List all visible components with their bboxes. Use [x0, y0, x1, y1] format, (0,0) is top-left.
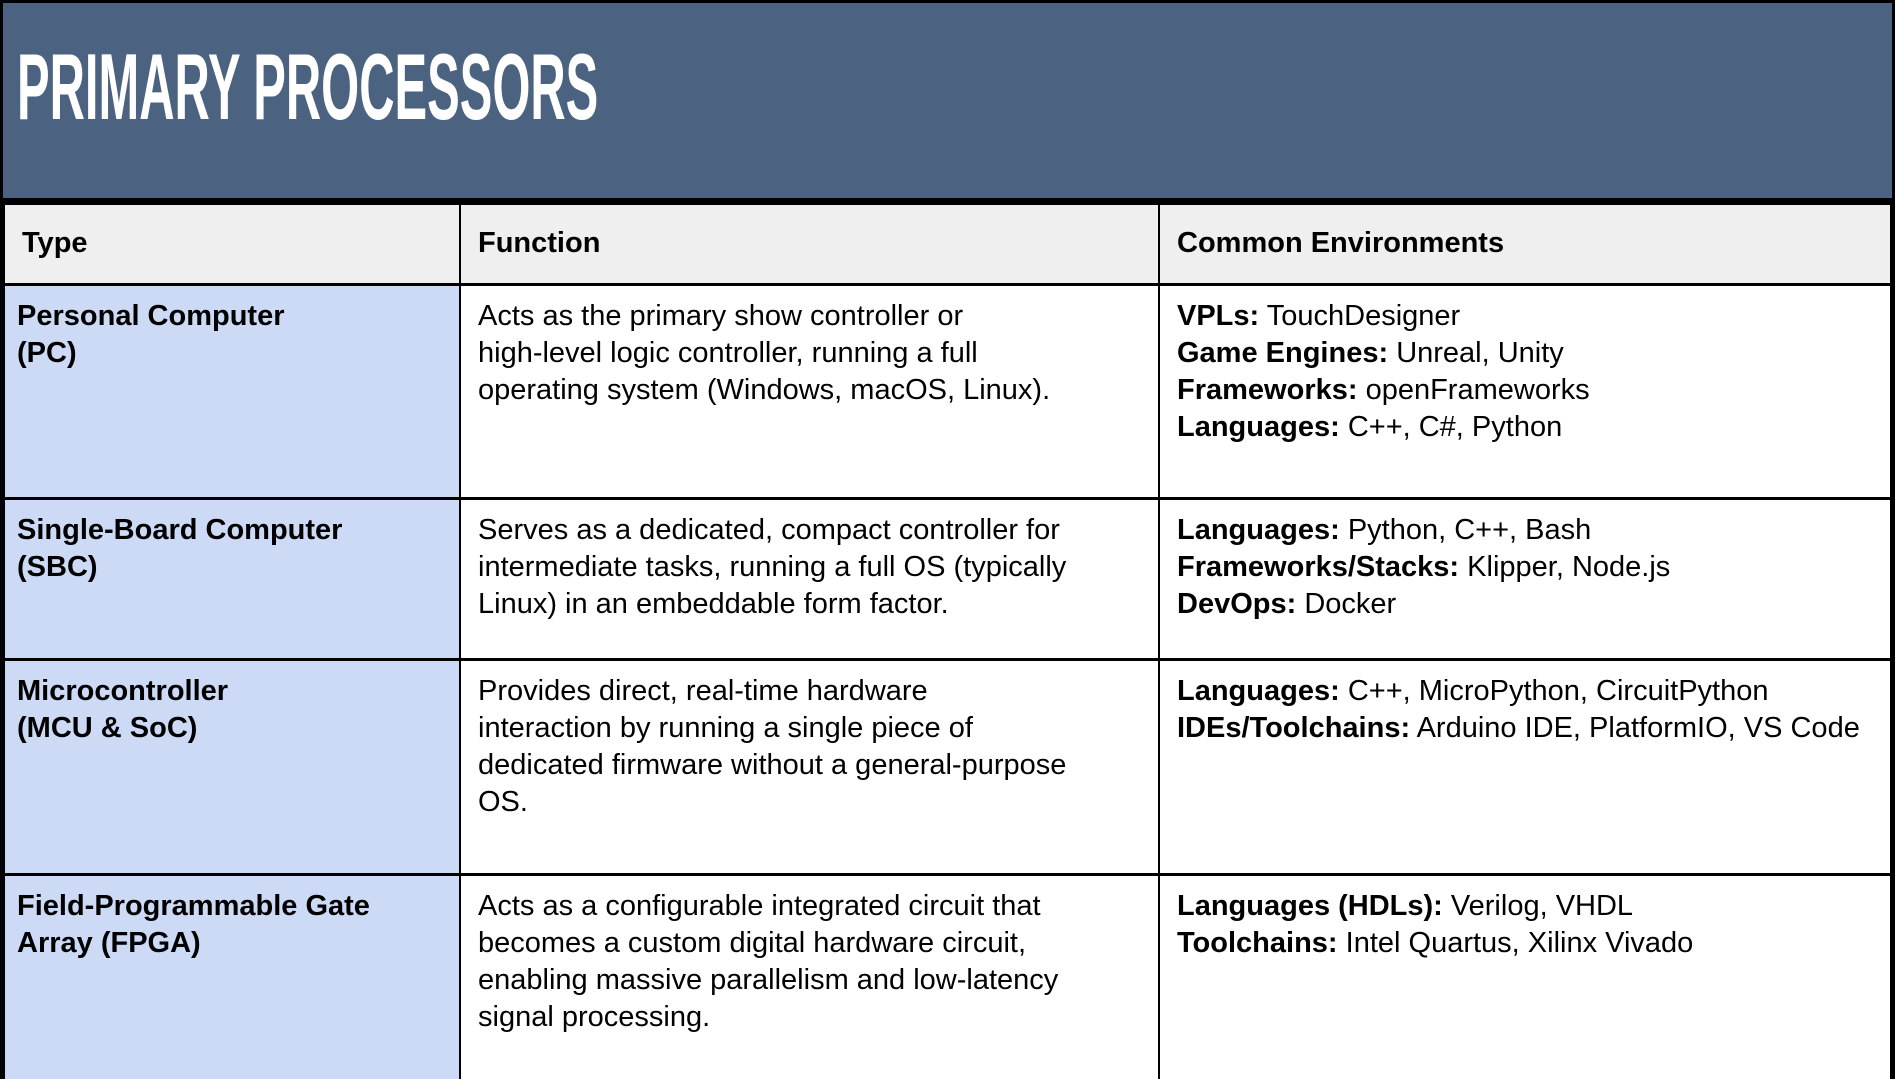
environment-item [1177, 673, 1873, 710]
environments-cell-mcu [1159, 659, 1891, 874]
function-text-line: Acts as the primary show controller or [478, 299, 964, 332]
function-text-line: enabling massive parallelism and low-latency [478, 963, 1059, 996]
environment-item [1177, 372, 1873, 409]
environment-label: Languages: [1177, 513, 1340, 546]
function-cell-mcu [460, 659, 1159, 874]
type-cell-mcu [4, 659, 460, 874]
function-cell-fpga [460, 874, 1159, 1079]
environment-item [1177, 335, 1873, 372]
column-header-function: Function [460, 204, 1159, 284]
environment-value: Arduino IDE, PlatformIO, VS Code [1416, 711, 1860, 744]
page-title: PRIMARY PROCESSORS [17, 33, 599, 139]
type-abbreviation: (PC) [17, 336, 77, 369]
type-abbreviation: (MCU & SoC) [17, 711, 198, 744]
function-text-line: Linux) in an embeddable form factor. [478, 587, 949, 620]
environment-item [1177, 925, 1873, 962]
environment-value: Python, C++, Bash [1347, 513, 1592, 546]
environment-label: VPLs: [1177, 299, 1260, 332]
environment-item [1177, 512, 1873, 549]
environment-label: Frameworks/Stacks: [1177, 550, 1460, 583]
function-text-line: Provides direct, real-time hardware [478, 674, 928, 707]
environment-value: Verilog, VHDL [1450, 889, 1634, 922]
table-header-row [4, 204, 1891, 284]
function-text-line: signal processing. [478, 1000, 711, 1033]
environment-item [1177, 298, 1873, 335]
environment-item [1177, 710, 1873, 747]
environment-value: Unreal, Unity [1396, 336, 1564, 369]
function-text-line: becomes a custom digital hardware circuit, [478, 926, 1027, 959]
column-header-type: Type [4, 204, 460, 284]
environment-value: Klipper, Node.js [1467, 550, 1671, 583]
environment-label: Languages: [1177, 674, 1340, 707]
function-text-line: dedicated firmware without a general-purpose [478, 748, 1067, 781]
type-cell-fpga [4, 874, 460, 1079]
environment-item [1177, 586, 1873, 623]
type-name: Field-Programmable Gate [17, 889, 370, 922]
environment-item [1177, 888, 1873, 925]
environment-label: IDEs/Toolchains: [1177, 711, 1411, 744]
type-abbreviation: (SBC) [17, 550, 98, 583]
environment-label: Toolchains: [1177, 926, 1338, 959]
environment-label: Languages: [1177, 410, 1340, 443]
environments-cell-pc [1159, 284, 1891, 498]
environment-label: DevOps: [1177, 587, 1297, 620]
environments-cell-fpga [1159, 874, 1891, 1079]
environment-value: Intel Quartus, Xilinx Vivado [1345, 926, 1694, 959]
type-name: Personal Computer [17, 299, 285, 332]
table-row-sbc [4, 498, 1891, 659]
function-text-line: Acts as a configurable integrated circuit that [478, 889, 1041, 922]
processors-table [3, 203, 1892, 1079]
environment-label: Languages (HDLs): [1177, 889, 1443, 922]
function-text-line: intermediate tasks, running a full OS (typically [478, 550, 1067, 583]
type-cell-sbc [4, 498, 460, 659]
environment-value: C++, C#, Python [1347, 410, 1563, 443]
function-text-line: Serves as a dedicated, compact controller for [478, 513, 1060, 546]
type-cell-pc [4, 284, 460, 498]
type-abbreviation: Array (FPGA) [17, 926, 201, 959]
environments-cell-sbc [1159, 498, 1891, 659]
table-row-fpga [4, 874, 1891, 1079]
table-row-mcu [4, 659, 1891, 874]
function-cell-sbc [460, 498, 1159, 659]
environment-label: Game Engines: [1177, 336, 1389, 369]
environment-label: Frameworks: [1177, 373, 1358, 406]
function-cell-pc [460, 284, 1159, 498]
table-row-pc [4, 284, 1891, 498]
environment-value: TouchDesigner [1266, 299, 1461, 332]
title-banner [3, 3, 1892, 203]
function-text-line: interaction by running a single piece of [478, 711, 973, 744]
column-header-environments: Common Environments [1159, 204, 1891, 284]
environment-value: C++, MicroPython, CircuitPython [1347, 674, 1769, 707]
function-text-line: operating system (Windows, macOS, Linux). [478, 373, 1051, 406]
type-name: Single-Board Computer [17, 513, 343, 546]
function-text-line: high-level logic controller, running a full [478, 336, 978, 369]
environment-item [1177, 549, 1873, 586]
type-name: Microcontroller [17, 674, 229, 707]
environment-item [1177, 409, 1873, 446]
environment-value: openFrameworks [1365, 373, 1590, 406]
function-text-line: OS. [478, 785, 528, 818]
environment-value: Docker [1304, 587, 1397, 620]
